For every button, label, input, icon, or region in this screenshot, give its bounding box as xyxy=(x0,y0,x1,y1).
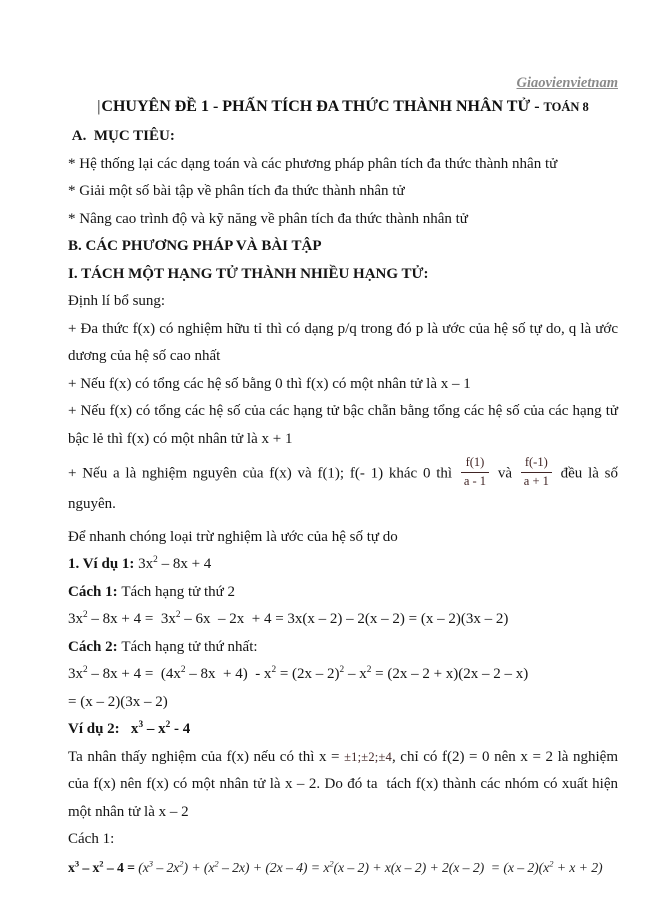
objective-item-1: * Hệ thống lại các dạng toán và các phương pháp phân tích đa thức thành nhân tử xyxy=(68,155,558,172)
note-quick-eliminate: Để nhanh chóng loại trừ nghiệm là ước của hệ số tự do xyxy=(68,528,398,545)
method-2-heading: Cách 2: Tách hạng tử thứ nhất: xyxy=(68,638,258,655)
page-title xyxy=(68,94,618,120)
section-a-heading: A. MỤC TIÊU: xyxy=(68,128,175,144)
method-1-label: Cách 1: xyxy=(68,831,115,848)
example-2-heading: Ví dụ 2: $x^3 - x^2 - 4$ xyxy=(68,720,191,738)
objective-item-3: * Nâng cao trình độ và kỹ năng về phân tích đa thức thành nhân tử xyxy=(68,210,468,227)
inline-fraction: $\frac{f(-1)}{a + 1}$ xyxy=(521,455,552,489)
watermark: Giaovienvietnam xyxy=(516,75,618,91)
objective-item-2: * Giải một số bài tập về phân tích đa thức thành nhân tử xyxy=(68,183,405,199)
method-1-heading: Cách 1: Tách hạng tử thứ 2 xyxy=(68,583,236,600)
note-rational-root: + Đa thức f(x) có nghiệm hữu tỉ thì có dạng p/q trong đó p là ước của hệ số tự do, q là ước dương của hệ số cao nhất xyxy=(68,320,618,364)
note-even-odd-coefficients: + Nếu f(x) có tổng các hệ số của các hạng tử bậc chẵn bằng tổng các hệ số của các hạng tử bậc lẻ thì f(x) có một nhân tử là x + 1 xyxy=(68,403,618,447)
note-integer-root: + Nếu a là nghiệm nguyên của f(x) và f(1); f(- 1) khác 0 thì $\frac{f(1)}{a - 1}$ và $\frac{f(-1)}{a + 1}$ đều là số nguyên. xyxy=(68,455,618,513)
text-cursor: | xyxy=(97,98,101,115)
equation-line-3: $x^3 - x^2 - 4 = (x^3 - 2x^2) + (x^2 - 2x) + (2x - 4) = x^2(x - 2) + x(x - 2) + 2(x - 2) = (x - 2)(x^2 + x + 2)$ xyxy=(68,858,603,875)
section-b-heading: B. CÁC PHƯƠNG PHÁP VÀ BÀI TẬP xyxy=(68,238,322,254)
equation-line-2b: = (x – 2)(3x – 2) xyxy=(68,693,168,710)
note-sum-coefficients-zero: + Nếu f(x) có tổng các hệ số bằng 0 thì f(x) có một nhân tử là x – 1 xyxy=(68,375,471,392)
inline-fraction: $\frac{f(1)}{a - 1}$ xyxy=(461,455,489,489)
document-body xyxy=(68,123,618,881)
example-1-heading: 1. Ví dụ 1: $3x^2 - 8x + 4$ xyxy=(68,555,212,573)
equation-line-2a: $3x^2 - 8x + 4 = (4x^2 - 8x + 4) - x^2 = (2x - 2)^2 - x^2 = (2x - 2 + x)(2x - 2 - x)$ xyxy=(68,665,529,683)
page-title-suffix: TOÁN 8 xyxy=(543,100,589,114)
document-content xyxy=(68,74,618,881)
analysis-paragraph: Ta nhân thấy nghiệm của f(x) nếu có thì x = ±1;±2;±4, chỉ có f(2) = 0 nên x = 2 là nghiệm của f(x) nên f(x) có một nhân tử là x – 2. Do đó ta tách f(x) thành các nhóm có xuất hiện một nhân tử là x – 2 xyxy=(68,748,618,820)
equation-line-1: $3x^2 - 8x + 4 = 3x^2 - 6x - 2x + 4 = 3x(x - 2) - 2(x - 2) = (x - 2)(3x - 2)$ xyxy=(68,610,509,628)
supplementary-theorem-label: Định lí bổ sung: xyxy=(68,293,166,309)
page-title-main: CHUYÊN ĐỀ 1 - PHẤN TÍCH ĐA THỨC THÀNH NHÂN TỬ - xyxy=(101,98,544,115)
section-i-heading: I. TÁCH MỘT HẠNG TỬ THÀNH NHIỀU HẠNG TỬ: xyxy=(68,265,429,282)
